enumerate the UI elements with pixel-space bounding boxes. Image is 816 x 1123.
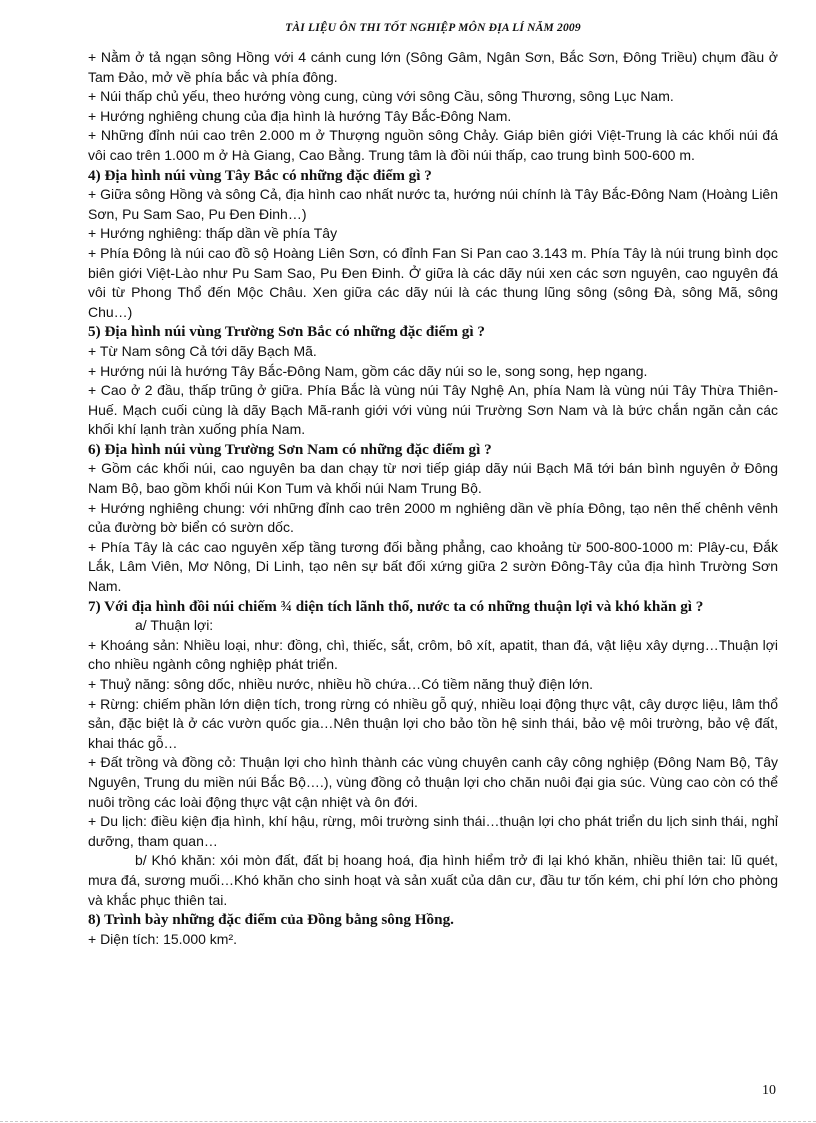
body-paragraph: + Giữa sông Hồng và sông Cả, địa hình cao nhất nước ta, hướng núi chính là Tây Bắc-Đông Nam (Hoàng Liên Sơn, Pu Sam Sao, Pu Đen Đinh…): [88, 186, 778, 222]
body-paragraph: + Những đỉnh núi cao trên 2.000 m ở Thượng nguồn sông Chảy. Giáp biên giới Việt-Trung là các khối núi đá vôi cao trên 1.000 m ở Hà Giang, Cao Bằng. Trung tâm là đồi núi thấp, cao trung bình 500-600 m.: [88, 127, 778, 163]
body-paragraph: + Núi thấp chủ yếu, theo hướng vòng cung, cùng với sông Cầu, sông Thương, sông Lục Nam.: [88, 88, 674, 105]
body-paragraph: + Diện tích: 15.000 km².: [88, 930, 238, 947]
body-paragraph: + Đất trồng và đồng cỏ: Thuận lợi cho hình thành các vùng chuyên canh cây công nghiệp (Đông Nam Bộ, Tây Nguyên, Trung du miền núi Bắc Bộ….), vùng đồng cỏ thuận lợi cho chăn nuôi đại gia súc. Vùng cao còn có thể nuôi trồng các loài động thực vật cận nhiệt và ôn đới.: [88, 754, 778, 810]
body-paragraph: + Từ Nam sông Cả tới dãy Bạch Mã.: [88, 342, 317, 359]
question-heading: 8) Trình bày những đặc điểm của Đồng bằng sông Hồng.: [88, 911, 454, 929]
body-paragraph: + Hướng nghiêng chung của địa hình là hướng Tây Bắc-Đông Nam.: [88, 107, 512, 124]
body-paragraph: + Hướng nghiêng: thấp dần về phía Tây: [88, 225, 338, 242]
page-header: TÀI LIỆU ÔN THI TỐT NGHIỆP MÔN ĐỊA LÍ NĂM 2009: [285, 22, 581, 34]
body-paragraph: + Hướng núi là hướng Tây Bắc-Đông Nam, gồm các dãy núi so le, song song, hẹp ngang.: [88, 362, 648, 379]
page-number: 10: [762, 1083, 776, 1098]
body-paragraph: + Du lịch: điều kiện địa hình, khí hậu, rừng, môi trường sinh thái…thuận lợi cho phát triển du lịch sinh thái, nghỉ dưỡng, tham quan…: [88, 813, 778, 849]
body-paragraph: + Cao ở 2 đầu, thấp trũng ở giữa. Phía Bắc là vùng núi Tây Nghệ An, phía Nam là vùng núi Tây Thừa Thiên-Huế. Mạch cuối cùng là dãy Bạch Mã-ranh giới với vùng núi Trường Sơn Nam và là bức chắn ngăn cản các khối khí lạnh tràn xuống phía Nam.: [88, 382, 778, 438]
body-paragraph: + Gồm các khối núi, cao nguyên ba dan chạy từ nơi tiếp giáp dãy núi Bạch Mã tới bán bình nguyên ở Đông Nam Bộ, bao gồm khối núi Kon Tum và khối núi Nam Trung Bộ.: [88, 460, 778, 497]
body-paragraph: + Hướng nghiêng chung: với những đỉnh cao trên 2000 m nghiêng dần về phía Đông, tạo nên thế chênh vênh của đường bờ biển có sườn dốc.: [88, 499, 778, 536]
subheading: a/ Thuận lợi:: [135, 617, 214, 634]
document-body: [88, 48, 778, 949]
body-paragraph: + Rừng: chiếm phần lớn diện tích, trong rừng có nhiều gỗ quý, nhiều loại động thực vật, cây dược liệu, lâm thổ sản, đặc biệt là ở các vườn quốc gia…Nên thuận lợi cho bảo tồn hệ sinh thái, bảo vệ môi trường, bảo vệ đất, khai thác gỗ…: [88, 695, 778, 751]
body-paragraph: + Thuỷ năng: sông dốc, nhiều nước, nhiều hồ chứa…Có tiềm năng thuỷ điện lớn.: [88, 676, 593, 692]
question-heading: 7) Với địa hình đồi núi chiếm ¾ diện tích lãnh thổ, nước ta có những thuận lợi và khó khăn gì ?: [88, 597, 704, 615]
body-paragraph: + Nằm ở tả ngạn sông Hồng với 4 cánh cung lớn (Sông Gâm, Ngân Sơn, Bắc Sơn, Đông Triều) chụm đầu ở Tam Đảo, mở về phía bắc và phía đông.: [88, 49, 778, 85]
question-heading: 6) Địa hình núi vùng Trường Sơn Nam có những đặc điểm gì ?: [88, 440, 492, 458]
question-heading: 5) Địa hình núi vùng Trường Sơn Bắc có những đặc điểm gì ?: [88, 323, 485, 341]
footer-divider: [0, 1121, 816, 1122]
body-paragraph: b/ Khó khăn: xói mòn đất, đất bị hoang hoá, địa hình hiểm trở đi lại khó khăn, nhiều thiên tai: lũ quét, mưa đá, sương muối…Khó khăn cho sinh hoạt và sản xuất của dân cư, đầu tư tốn kém, chi phí lớn cho phòng và khắc phục thiên tai.: [88, 852, 778, 908]
body-paragraph: + Phía Đông là núi cao đồ sộ Hoàng Liên Sơn, có đỉnh Fan Si Pan cao 3.143 m. Phía Tây là núi trung bình dọc biên giới Việt-Lào như Pu Sam Sao, Pu Đen Đinh. Ở giữa là các dãy núi xen các sơn nguyên, cao nguyên đá vôi từ Phong Thổ đến Mộc Châu. Xen giữa các dãy núi là các thung lũng sông (sông Đà, sông Mã, sông Chu…): [88, 244, 778, 320]
body-paragraph: + Phía Tây là các cao nguyên xếp tầng tương đối bằng phẳng, cao khoảng từ 500-800-1000 m: Plây-cu, Đắk Lắk, Lâm Viên, Mơ Nông, Di Linh, tạo nên sự bất đối xứng giữa 2 sườn Đông-Tây của địa hình Trường Sơn Nam.: [88, 538, 778, 595]
question-heading: 4) Địa hình núi vùng Tây Bắc có những đặc điểm gì ?: [88, 166, 432, 184]
body-paragraph: + Khoáng sản: Nhiều loại, như: đồng, chì, thiếc, sắt, crôm, bô xít, apatit, than đá, vật liệu xây dựng…Thuận lợi cho nhiều ngành công nghiệp phát triển.: [88, 636, 778, 673]
